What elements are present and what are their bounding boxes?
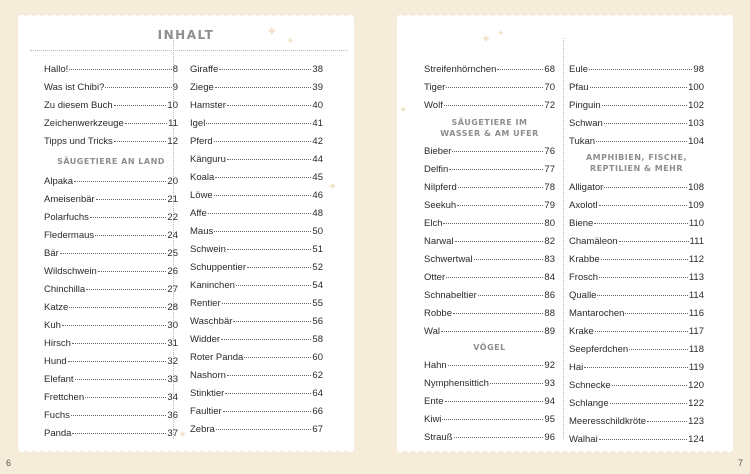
sparkle-icon: ✦ [286, 36, 295, 47]
toc-entry[interactable]: Schwertwal 83 [424, 254, 555, 265]
scalloped-edge-bottom [18, 448, 354, 456]
toc-entry[interactable]: Hai 119 [569, 362, 704, 373]
toc-entry[interactable]: Hund 32 [44, 356, 178, 367]
toc-entry[interactable]: Schlange 122 [569, 398, 704, 409]
toc-entry[interactable]: Narwal 82 [424, 236, 555, 247]
toc-entry[interactable]: Pferd 42 [190, 136, 323, 147]
toc-entry[interactable]: Axolotl 109 [569, 200, 704, 211]
scalloped-edge-top [18, 11, 354, 19]
toc-entry[interactable]: Elch 80 [424, 218, 555, 229]
sparkle-icon: ✦ [266, 23, 278, 39]
toc-entry[interactable]: Walhai 124 [569, 434, 704, 445]
toc-entry[interactable]: Delfin 77 [424, 164, 555, 175]
toc-entry[interactable]: Katze 28 [44, 302, 178, 313]
section-heading: VÖGEL [473, 343, 506, 352]
toc-entry[interactable]: Giraffe 38 [190, 64, 323, 75]
toc-entry[interactable]: Kiwi 95 [424, 414, 555, 425]
toc-entry[interactable]: Ente 94 [424, 396, 555, 407]
toc-entry[interactable]: Hirsch 31 [44, 338, 178, 349]
page-number-right: 7 [738, 458, 744, 468]
section-heading: AMPHIBIEN, FISCHE, [585, 153, 688, 162]
toc-entry[interactable]: Zu diesem Buch 10 [44, 100, 178, 111]
toc-entry[interactable]: Elefant 33 [44, 374, 178, 385]
toc-entry[interactable]: Meeresschildkröte 123 [569, 416, 704, 427]
toc-entry[interactable]: Nymphensittich 93 [424, 378, 555, 389]
toc-entry[interactable]: Strauß 96 [424, 432, 555, 443]
right-page [397, 18, 733, 449]
toc-entry[interactable]: Qualle 114 [569, 290, 704, 301]
toc-entry[interactable]: Bär 25 [44, 248, 178, 259]
toc-entry[interactable]: Känguru 44 [190, 154, 323, 165]
toc-entry[interactable]: Wolf 72 [424, 100, 555, 111]
title-divider [30, 50, 348, 51]
toc-entry[interactable]: Igel 41 [190, 118, 323, 129]
toc-entry[interactable]: Zeichenwerkzeuge 11 [44, 118, 178, 129]
toc-entry[interactable]: Schuppentier 52 [190, 262, 323, 273]
toc-entry[interactable]: Ziege 39 [190, 82, 323, 93]
sparkle-icon: ✦ [497, 28, 505, 38]
toc-entry[interactable]: Chamäleon 111 [569, 236, 704, 247]
toc-entry[interactable]: Maus 50 [190, 226, 323, 237]
toc-entry[interactable]: Waschbär 56 [190, 316, 323, 327]
toc-entry[interactable]: Was ist Chibi? 9 [44, 82, 178, 93]
toc-entry[interactable]: Fledermaus 24 [44, 230, 178, 241]
sparkle-icon: ✦ [481, 32, 492, 46]
toc-entry[interactable]: Hallo! 8 [44, 64, 178, 75]
left-page [18, 18, 354, 449]
toc-entry[interactable]: Seepferdchen 118 [569, 344, 704, 355]
toc-entry[interactable]: Kuh 30 [44, 320, 178, 331]
section-heading: REPTILIEN & MEHR [590, 164, 683, 173]
toc-entry[interactable]: Panda 37 [44, 428, 178, 439]
toc-entry[interactable]: Bieber 76 [424, 146, 555, 157]
toc-entry[interactable]: Biene 110 [569, 218, 704, 229]
sparkle-icon: ✦ [399, 105, 408, 116]
toc-entry[interactable]: Frosch 113 [569, 272, 704, 283]
toc-entry[interactable]: Affe 48 [190, 208, 323, 219]
toc-entry[interactable]: Krabbe 112 [569, 254, 704, 265]
toc-entry[interactable]: Faultier 66 [190, 406, 323, 417]
toc-entry[interactable]: Frettchen 34 [44, 392, 178, 403]
toc-entry[interactable]: Chinchilla 27 [44, 284, 178, 295]
toc-entry[interactable]: Hahn 92 [424, 360, 555, 371]
toc-entry[interactable]: Rentier 55 [190, 298, 323, 309]
toc-entry[interactable]: Koala 45 [190, 172, 323, 183]
toc-entry[interactable]: Seekuh 79 [424, 200, 555, 211]
toc-entry[interactable]: Schnecke 120 [569, 380, 704, 391]
toc-entry[interactable]: Pinguin 102 [569, 100, 704, 111]
scalloped-edge-top [397, 11, 733, 19]
page-title: INHALT [157, 28, 215, 42]
scalloped-edge-bottom [397, 448, 733, 456]
toc-entry[interactable]: Stinktier 64 [190, 388, 323, 399]
section-heading: SÄUGETIERE AN LAND [57, 157, 165, 166]
toc-entry[interactable]: Mantarochen 116 [569, 308, 704, 319]
toc-entry[interactable]: Kaninchen 54 [190, 280, 323, 291]
toc-entry[interactable]: Tukan 104 [569, 136, 704, 147]
section-heading: WASSER & AM UFER [440, 129, 539, 138]
toc-entry[interactable]: Polarfuchs 22 [44, 212, 178, 223]
toc-entry[interactable]: Tipps und Tricks 12 [44, 136, 178, 147]
toc-entry[interactable]: Nilpferd 78 [424, 182, 555, 193]
toc-entry[interactable]: Streifenhörnchen 68 [424, 64, 555, 75]
toc-entry[interactable]: Otter 84 [424, 272, 555, 283]
column-divider [563, 38, 564, 439]
toc-entry[interactable]: Wildschwein 26 [44, 266, 178, 277]
toc-entry[interactable]: Krake 117 [569, 326, 704, 337]
toc-entry[interactable]: Fuchs 36 [44, 410, 178, 421]
toc-entry[interactable]: Schwein 51 [190, 244, 323, 255]
toc-entry[interactable]: Ameisenbär 21 [44, 194, 178, 205]
toc-entry[interactable]: Tiger 70 [424, 82, 555, 93]
toc-entry[interactable]: Schwan 103 [569, 118, 704, 129]
section-heading: SÄUGETIERE IM [451, 118, 528, 127]
toc-entry[interactable]: Roter Panda 60 [190, 352, 323, 363]
toc-entry[interactable]: Robbe 88 [424, 308, 555, 319]
toc-entry[interactable]: Widder 58 [190, 334, 323, 345]
toc-entry[interactable]: Alpaka 20 [44, 176, 178, 187]
toc-entry[interactable]: Zebra 67 [190, 424, 323, 435]
toc-entry[interactable]: Pfau 100 [569, 82, 704, 93]
toc-entry[interactable]: Nashorn 62 [190, 370, 323, 381]
toc-entry[interactable]: Löwe 46 [190, 190, 323, 201]
toc-entry[interactable]: Schnabeltier 86 [424, 290, 555, 301]
toc-entry[interactable]: Wal 89 [424, 326, 555, 337]
sparkle-icon: ✦ [328, 181, 338, 193]
page-number-left: 6 [6, 458, 12, 468]
toc-entry[interactable]: Hamster 40 [190, 100, 323, 111]
sparkle-icon: ✦ [178, 429, 188, 441]
toc-entry[interactable]: Alligator 108 [569, 182, 704, 193]
toc-entry[interactable]: Eule 98 [569, 64, 704, 75]
